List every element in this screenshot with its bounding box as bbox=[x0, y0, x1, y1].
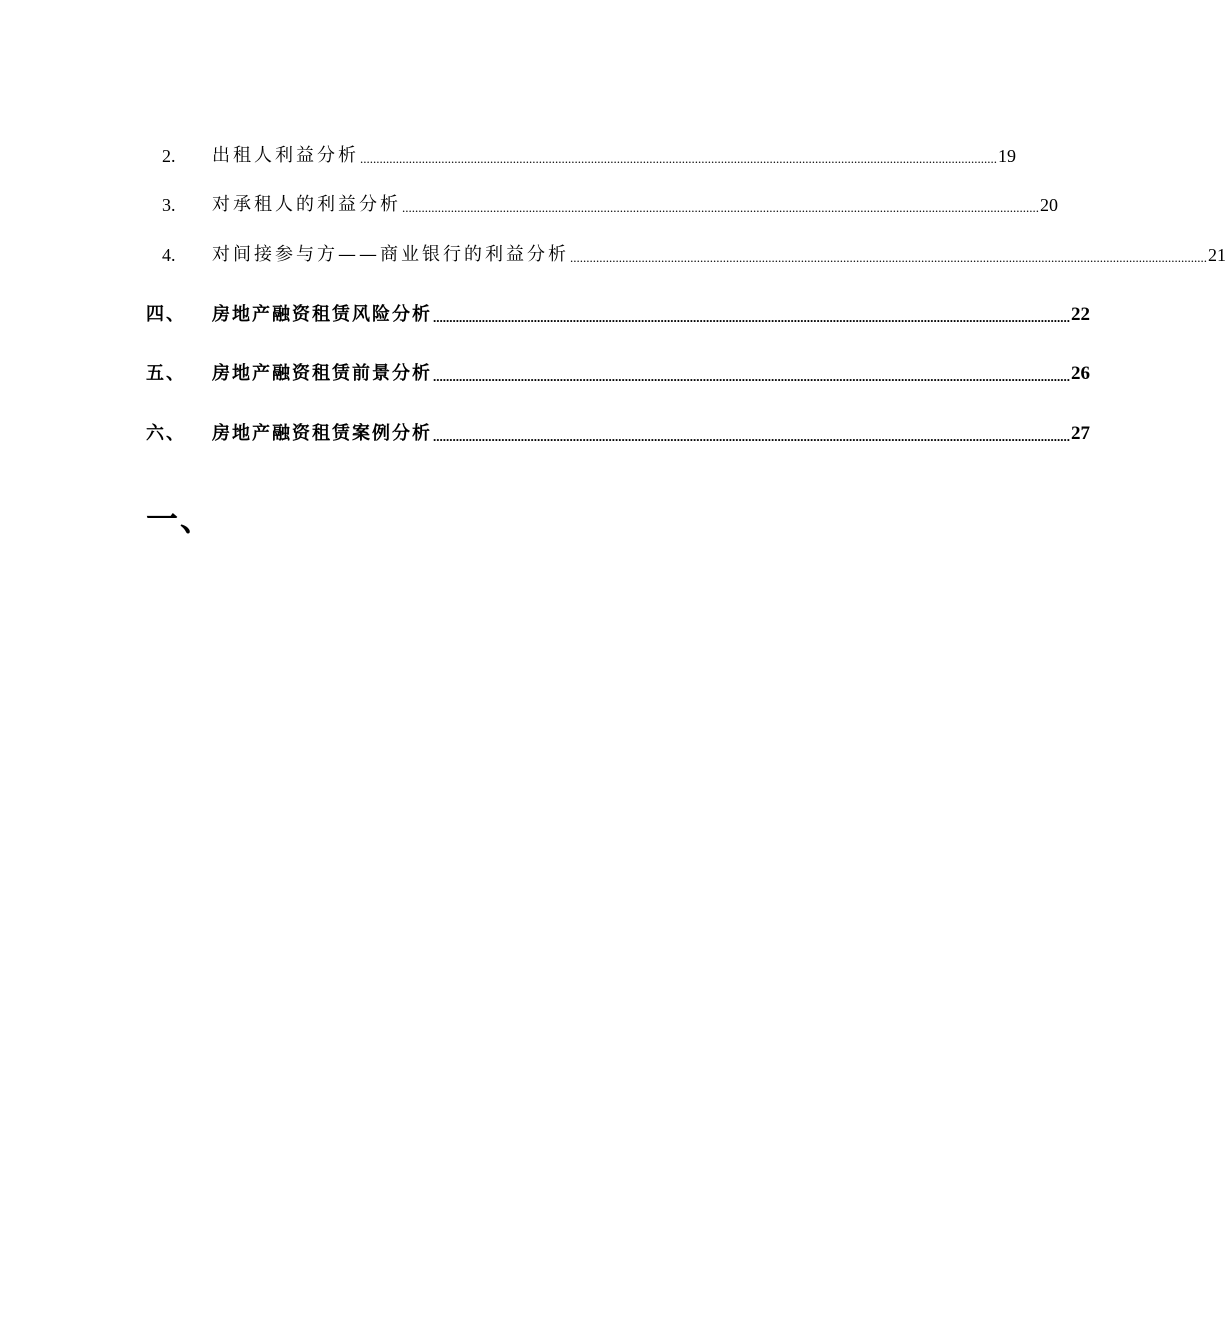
toc-entry-2[interactable] bbox=[146, 133, 1016, 167]
toc-dot-leader: .................................................................................................................................................................................................... bbox=[433, 310, 1070, 325]
toc-entry-page: 20 bbox=[1040, 195, 1058, 215]
toc-dot-leader: .................................................................................................................................................................................................... bbox=[402, 200, 1039, 215]
toc-entry-title: 房地产融资租赁风险分析 bbox=[212, 304, 432, 325]
toc-dot-leader: .................................................................................................................................................................................................... bbox=[570, 250, 1207, 265]
toc-entry-number: 2. bbox=[162, 146, 176, 166]
table-of-contents bbox=[0, 0, 1226, 460]
toc-entry-page: 21 bbox=[1208, 245, 1226, 265]
toc-entry-section-5[interactable] bbox=[146, 351, 1090, 385]
toc-entry-number: 五、 bbox=[146, 363, 186, 384]
toc-entry-page: 22 bbox=[1071, 304, 1090, 325]
toc-entry-title: 房地产融资租赁案例分析 bbox=[212, 423, 432, 444]
toc-entry-title: 房地产融资租赁前景分析 bbox=[212, 363, 432, 384]
toc-entry-3[interactable] bbox=[146, 182, 1058, 216]
toc-entry-title: 出租人利益分析 bbox=[212, 145, 359, 166]
toc-entry-section-4[interactable] bbox=[146, 292, 1090, 326]
toc-dot-leader: .................................................................................................................................................................................................... bbox=[433, 429, 1070, 444]
toc-entry-number: 4. bbox=[162, 245, 176, 265]
toc-dot-leader: .................................................................................................................................................................................................... bbox=[360, 151, 997, 166]
toc-entry-4[interactable] bbox=[146, 232, 1226, 266]
toc-entry-section-6[interactable] bbox=[146, 411, 1090, 445]
toc-entry-page: 27 bbox=[1071, 423, 1090, 444]
toc-entry-number: 四、 bbox=[146, 304, 186, 325]
toc-entry-number: 六、 bbox=[146, 423, 186, 444]
chapter-heading: 一、 bbox=[146, 500, 215, 538]
toc-entry-page: 19 bbox=[998, 146, 1016, 166]
toc-entry-title: 对承租人的利益分析 bbox=[212, 194, 401, 215]
toc-dot-leader: .................................................................................................................................................................................................... bbox=[433, 369, 1070, 384]
toc-entry-title: 对间接参与方——商业银行的利益分析 bbox=[212, 244, 569, 265]
toc-entry-number: 3. bbox=[162, 195, 176, 215]
toc-entry-page: 26 bbox=[1071, 363, 1090, 384]
